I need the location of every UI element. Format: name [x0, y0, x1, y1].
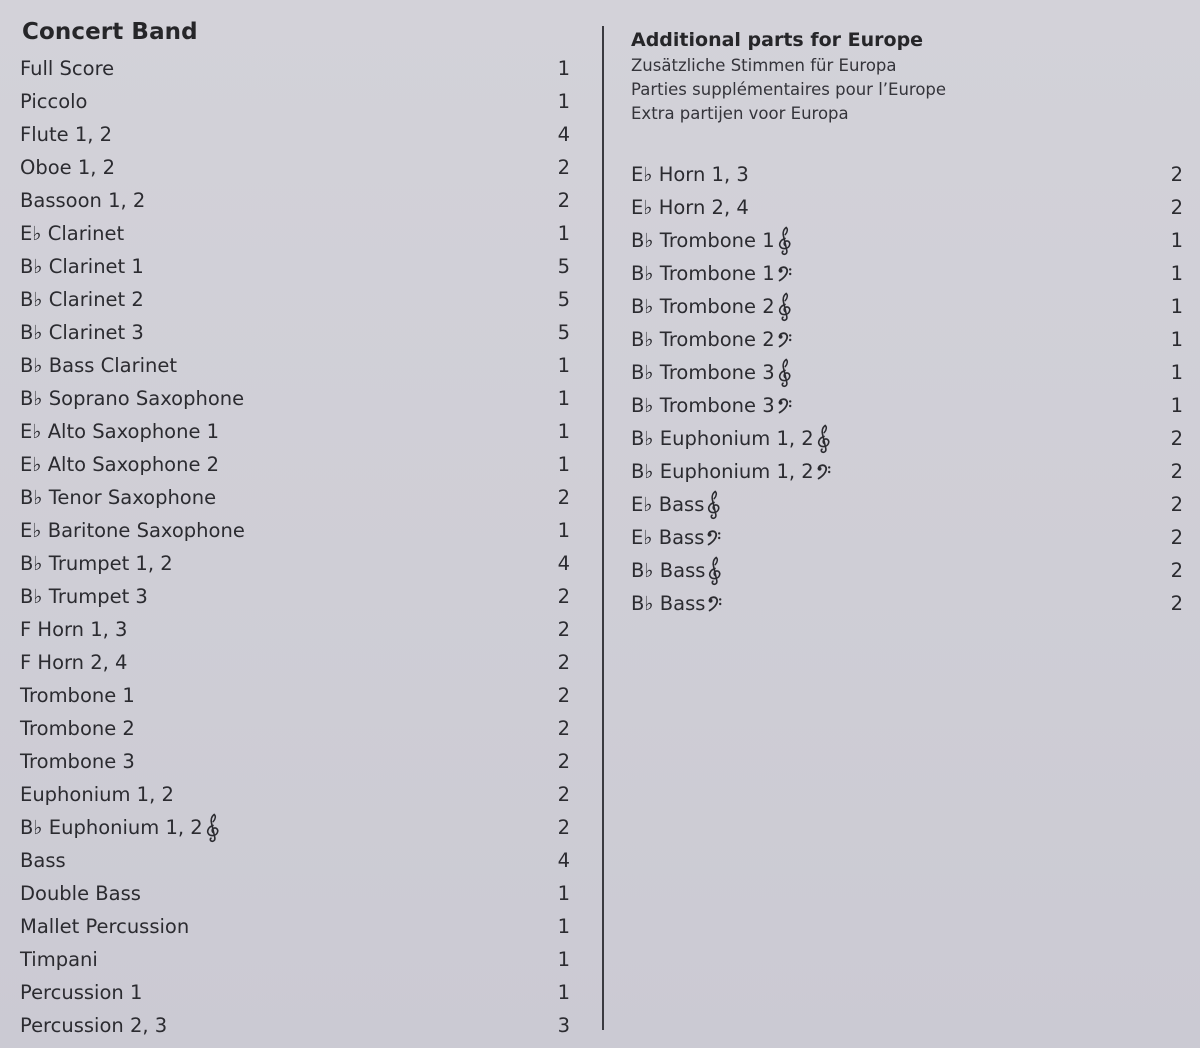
part-name: B♭ Trombone 1: [631, 262, 775, 285]
part-name-cell: [20, 255, 144, 278]
concert-band-row-piccolo: [20, 85, 576, 118]
part-count: 1: [1170, 229, 1183, 252]
concert-band-row-bassoon-1-2: [20, 184, 576, 217]
part-name: E♭ Horn 2, 4: [631, 196, 749, 219]
part-name: F Horn 1, 3: [20, 618, 128, 641]
part-name: F Horn 2, 4: [20, 651, 128, 674]
treble-clef-icon: [707, 556, 723, 586]
concert-band-row-euphonium-1-2: [20, 778, 576, 811]
part-name: Oboe 1, 2: [20, 156, 116, 179]
europe-row-bflat-euphonium-1-2-treble-clef: [631, 422, 1183, 455]
part-name: E♭ Bass: [631, 493, 705, 516]
part-name-cell: [20, 750, 135, 773]
part-name-cell: [20, 783, 174, 806]
part-count: 2: [557, 585, 570, 608]
part-name-cell: [20, 1014, 167, 1037]
part-name: B♭ Trombone 2: [631, 328, 775, 351]
part-count: 1: [557, 915, 570, 938]
europe-parts-list: [631, 158, 1183, 620]
concert-band-row-bflat-soprano-saxophone: [20, 382, 576, 415]
concert-band-row-percussion-1: [20, 976, 576, 1009]
part-name-cell: [20, 585, 148, 608]
part-count: 2: [557, 783, 570, 806]
part-name-cell: [20, 849, 66, 872]
part-name: Bassoon 1, 2: [20, 189, 146, 212]
part-count: 5: [557, 288, 570, 311]
europe-row-bflat-trombone-2-bass-clef: [631, 323, 1183, 356]
part-count: 2: [1170, 559, 1183, 582]
part-count: 1: [557, 981, 570, 1004]
concert-band-row-bflat-euphonium-1-2-treble-clef: [20, 811, 576, 844]
part-count: 1: [1170, 262, 1183, 285]
concert-band-row-eflat-clarinet: [20, 217, 576, 250]
part-name: B♭ Trumpet 3: [20, 585, 148, 608]
europe-row-bflat-trombone-3-bass-clef: [631, 389, 1183, 422]
part-count: 2: [1170, 592, 1183, 615]
part-name-cell: [20, 90, 87, 113]
part-count: 1: [557, 354, 570, 377]
part-name: B♭ Bass: [631, 559, 706, 582]
part-name-cell: [20, 552, 173, 575]
concert-band-row-timpani: [20, 943, 576, 976]
part-name-cell: [20, 813, 221, 843]
part-name-cell: [631, 358, 793, 388]
part-count: 1: [557, 948, 570, 971]
part-count: 1: [557, 57, 570, 80]
part-name-cell: [20, 882, 141, 905]
part-count: 5: [557, 321, 570, 344]
concert-band-row-bflat-trumpet-3: [20, 580, 576, 613]
part-count: 1: [557, 90, 570, 113]
part-name: B♭ Bass Clarinet: [20, 354, 178, 377]
part-name-cell: [20, 222, 124, 245]
part-name-cell: [20, 453, 219, 476]
concert-band-row-full-score: [20, 52, 576, 85]
part-name: Percussion 2, 3: [20, 1014, 168, 1037]
concert-band-parts-list: [20, 52, 576, 1042]
column-divider: [602, 26, 604, 1030]
concert-band-title: Concert Band: [22, 19, 198, 45]
part-name-cell: [20, 981, 142, 1004]
concert-band-row-eflat-alto-saxophone-1: [20, 415, 576, 448]
part-count: 2: [557, 684, 570, 707]
part-name: B♭ Trumpet 1, 2: [20, 552, 173, 575]
treble-clef-icon: [777, 358, 793, 388]
part-name-cell: [20, 717, 135, 740]
concert-band-row-eflat-baritone-saxophone: [20, 514, 576, 547]
part-count: 1: [557, 453, 570, 476]
part-name: B♭ Euphonium 1, 2: [631, 460, 814, 483]
part-count: 2: [1170, 526, 1183, 549]
part-name: B♭ Trombone 2: [631, 295, 775, 318]
part-name-cell: [631, 556, 723, 586]
europe-row-eflat-bass-bass-clef: [631, 521, 1183, 554]
part-name: Trombone 1: [20, 684, 135, 707]
part-count: 1: [557, 222, 570, 245]
part-name-cell: [631, 226, 793, 256]
part-name-cell: [20, 684, 135, 707]
part-name: Flute 1, 2: [20, 123, 113, 146]
concert-band-row-trombone-2: [20, 712, 576, 745]
part-count: 2: [1170, 196, 1183, 219]
part-name-cell: [631, 589, 723, 619]
part-name: Piccolo: [20, 90, 88, 113]
part-name-cell: [631, 259, 793, 289]
part-name: B♭ Trombone 3: [631, 361, 775, 384]
part-name: E♭ Baritone Saxophone: [20, 519, 245, 542]
part-count: 2: [557, 189, 570, 212]
part-count: 2: [557, 486, 570, 509]
part-name: Percussion 1: [20, 981, 143, 1004]
part-count: 4: [557, 552, 570, 575]
concert-band-row-f-horn-1-3: [20, 613, 576, 646]
part-count: 1: [1170, 295, 1183, 318]
part-name: B♭ Euphonium 1, 2: [631, 427, 814, 450]
part-name: B♭ Bass: [631, 592, 706, 615]
bass-clef-icon: [777, 391, 793, 421]
concert-band-row-mallet-percussion: [20, 910, 576, 943]
part-name: Trombone 2: [20, 717, 135, 740]
part-name: B♭ Soprano Saxophone: [20, 387, 245, 410]
part-count: 2: [557, 717, 570, 740]
concert-band-row-bass: [20, 844, 576, 877]
europe-row-eflat-horn-2-4: [631, 191, 1183, 224]
part-name-cell: [20, 288, 144, 311]
part-name-cell: [631, 391, 793, 421]
treble-clef-icon: [816, 424, 832, 454]
europe-row-bflat-trombone-3-treble-clef: [631, 356, 1183, 389]
concert-band-row-flute-1-2: [20, 118, 576, 151]
concert-band-row-bflat-clarinet-2: [20, 283, 576, 316]
part-name: Timpani: [20, 948, 98, 971]
part-name: Mallet Percussion: [20, 915, 190, 938]
part-name-cell: [20, 156, 115, 179]
europe-row-bflat-euphonium-1-2-bass-clef: [631, 455, 1183, 488]
bass-clef-icon: [777, 259, 793, 289]
concert-band-row-trombone-3: [20, 745, 576, 778]
europe-row-bflat-trombone-1-bass-clef: [631, 257, 1183, 290]
concert-band-row-f-horn-2-4: [20, 646, 576, 679]
part-name-cell: [631, 163, 749, 186]
europe-title: Additional parts for Europe: [631, 29, 924, 51]
part-count: 2: [557, 651, 570, 674]
part-name-cell: [20, 519, 245, 542]
bass-clef-icon: [707, 589, 723, 619]
concert-band-row-bflat-clarinet-3: [20, 316, 576, 349]
part-name: Trombone 3: [20, 750, 135, 773]
concert-band-row-eflat-alto-saxophone-2: [20, 448, 576, 481]
part-name: E♭ Alto Saxophone 2: [20, 453, 220, 476]
part-name: B♭ Trombone 3: [631, 394, 775, 417]
part-name: B♭ Clarinet 3: [20, 321, 144, 344]
part-name: B♭ Euphonium 1, 2: [20, 816, 203, 839]
part-name-cell: [631, 457, 832, 487]
part-count: 3: [557, 1014, 570, 1037]
part-count: 1: [557, 387, 570, 410]
concert-band-column: [20, 16, 576, 1042]
part-count: 2: [557, 816, 570, 839]
part-count: 2: [557, 156, 570, 179]
part-name-cell: [20, 420, 219, 443]
europe-column: [631, 26, 1183, 620]
part-count: 1: [557, 882, 570, 905]
treble-clef-icon: [205, 813, 221, 843]
part-name: B♭ Clarinet 2: [20, 288, 144, 311]
concert-band-row-double-bass: [20, 877, 576, 910]
part-name-cell: [20, 948, 98, 971]
part-name: E♭ Horn 1, 3: [631, 163, 749, 186]
part-count: 5: [557, 255, 570, 278]
europe-row-bflat-trombone-2-treble-clef: [631, 290, 1183, 323]
europe-row-eflat-horn-1-3: [631, 158, 1183, 191]
concert-band-row-trombone-1: [20, 679, 576, 712]
treble-clef-icon: [777, 292, 793, 322]
part-name-cell: [631, 325, 793, 355]
part-name-cell: [20, 915, 189, 938]
part-count: 1: [557, 519, 570, 542]
part-count: 1: [1170, 361, 1183, 384]
part-count: 2: [557, 750, 570, 773]
part-name: Bass: [20, 849, 66, 872]
part-name: B♭ Trombone 1: [631, 229, 775, 252]
part-name-cell: [20, 486, 216, 509]
concert-band-row-bflat-trumpet-1-2: [20, 547, 576, 580]
part-name-cell: [631, 523, 722, 553]
part-name-cell: [631, 424, 832, 454]
part-name: Euphonium 1, 2: [20, 783, 174, 806]
treble-clef-icon: [706, 490, 722, 520]
part-count: 2: [1170, 163, 1183, 186]
part-name: Double Bass: [20, 882, 141, 905]
treble-clef-icon: [777, 226, 793, 256]
europe-row-eflat-bass-treble-clef: [631, 488, 1183, 521]
bass-clef-icon: [706, 523, 722, 553]
part-name-cell: [20, 387, 244, 410]
europe-row-bflat-trombone-1-treble-clef: [631, 224, 1183, 257]
part-count: 4: [557, 849, 570, 872]
part-name-cell: [20, 618, 127, 641]
part-name: E♭ Bass: [631, 526, 705, 549]
europe-row-bflat-bass-bass-clef: [631, 587, 1183, 620]
concert-band-row-bflat-tenor-saxophone: [20, 481, 576, 514]
part-count: 2: [1170, 493, 1183, 516]
part-count: 1: [1170, 394, 1183, 417]
concert-band-row-bflat-clarinet-1: [20, 250, 576, 283]
part-name: E♭ Clarinet: [20, 222, 125, 245]
part-name-cell: [631, 490, 722, 520]
part-name-cell: [20, 651, 127, 674]
part-name-cell: [20, 57, 114, 80]
part-name: E♭ Alto Saxophone 1: [20, 420, 220, 443]
europe-subtitle-de: Zusätzliche Stimmen für Europa: [631, 56, 897, 75]
part-name: B♭ Tenor Saxophone: [20, 486, 217, 509]
part-name-cell: [631, 292, 793, 322]
part-name: Full Score: [20, 57, 115, 80]
part-name-cell: [20, 321, 144, 344]
part-name-cell: [20, 354, 177, 377]
part-name-cell: [631, 196, 749, 219]
part-name-cell: [20, 189, 145, 212]
bass-clef-icon: [777, 325, 793, 355]
concert-band-row-bflat-bass-clarinet: [20, 349, 576, 382]
part-count: 4: [557, 123, 570, 146]
bass-clef-icon: [816, 457, 832, 487]
part-name: B♭ Clarinet 1: [20, 255, 144, 278]
part-name-cell: [20, 123, 112, 146]
concert-band-row-oboe-1-2: [20, 151, 576, 184]
part-count: 1: [557, 420, 570, 443]
part-count: 2: [1170, 460, 1183, 483]
europe-subtitle-nl: Extra partijen voor Europa: [631, 104, 849, 123]
part-count: 2: [1170, 427, 1183, 450]
europe-row-bflat-bass-treble-clef: [631, 554, 1183, 587]
europe-subtitle-fr: Parties supplémentaires pour l’Europe: [631, 80, 947, 99]
part-count: 2: [557, 618, 570, 641]
concert-band-row-percussion-2-3: [20, 1009, 576, 1042]
part-count: 1: [1170, 328, 1183, 351]
